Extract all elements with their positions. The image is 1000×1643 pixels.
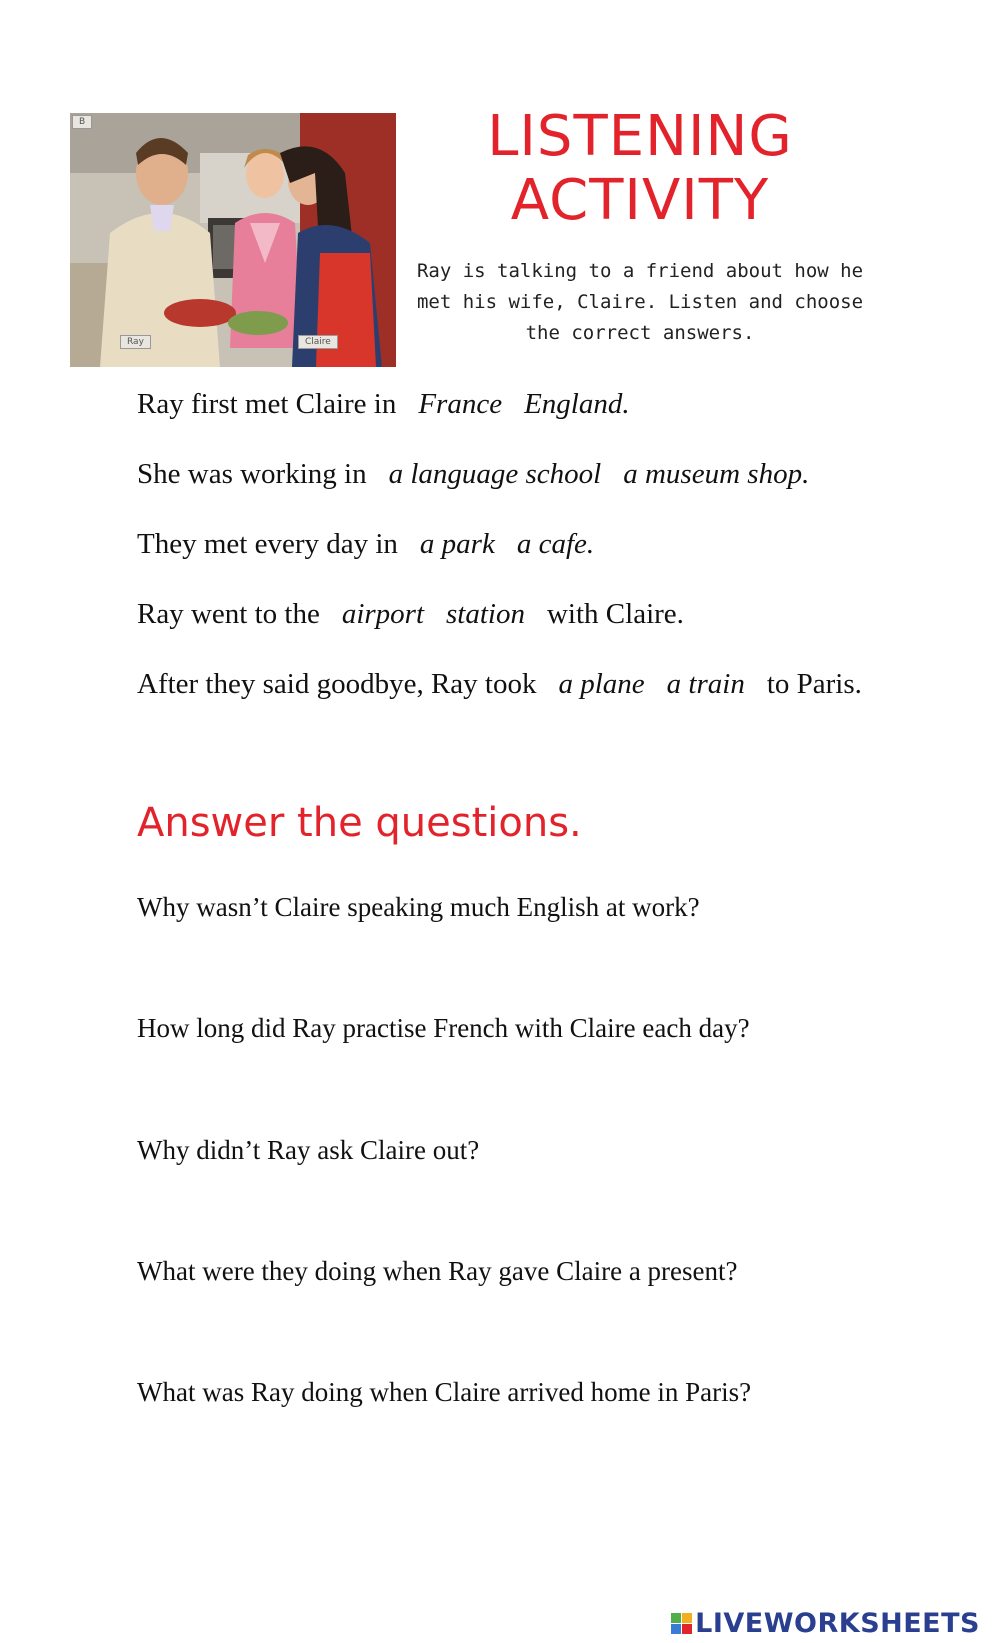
question-item: What was Ray doing when Claire arrived home in Paris? [137,1377,752,1407]
kitchen-scene-image [70,113,396,367]
choice-option-b[interactable]: England. [524,388,630,420]
choice-stem: After they said goodbye, Ray took [137,668,537,700]
photo-caption-ray: Ray [120,335,151,349]
logo-mark-icon [671,1613,692,1634]
choice-option-b[interactable]: station [446,598,525,630]
choice-option-a[interactable]: a language school [388,458,602,490]
photo-corner-label: B [72,115,92,129]
choice-stem: They met every day in [137,528,398,560]
page-title [430,105,850,233]
choice-option-a[interactable]: France [418,388,503,420]
choice-item [137,458,809,491]
intro-line-3: the correct answers. [525,322,755,344]
choice-option-a[interactable]: a park [419,528,495,560]
choice-stem: She was working in [137,458,367,490]
choice-option-a[interactable]: airport [341,598,425,630]
choice-tail: to Paris. [766,668,862,700]
photo-caption-claire: Claire [298,335,338,349]
intro-line-2: met his wife, Claire. Listen and choose [416,291,864,313]
question-item: Why wasn’t Claire speaking much English at work? [137,892,700,922]
choice-stem: Ray went to the [137,598,320,630]
title-line-1: LISTENING [487,104,793,169]
choice-option-a[interactable]: a plane [558,668,645,700]
liveworksheets-logo [671,1608,980,1639]
logo-text: LIVEWORKSHEETS [695,1608,980,1639]
choice-option-b[interactable]: a train [666,668,745,700]
choice-option-b[interactable]: a museum shop. [623,458,810,490]
choice-option-b[interactable]: a cafe. [516,528,595,560]
question-item: Why didn’t Ray ask Claire out? [137,1135,480,1165]
choice-item [137,388,630,421]
intro-line-1: Ray is talking to a friend about how he [416,260,864,282]
choice-item [137,528,594,561]
section-title: Answer the questions. [137,800,582,846]
question-item: What were they doing when Ray gave Claire a present? [137,1256,738,1286]
title-line-2: ACTIVITY [510,168,770,233]
intro-text [415,256,865,349]
listening-photo [70,113,396,367]
choice-item [137,668,862,701]
choice-tail: with Claire. [546,598,684,630]
question-item: How long did Ray practise French with Claire each day? [137,1013,750,1043]
choice-item [137,598,684,631]
choice-stem: Ray first met Claire in [137,388,397,420]
